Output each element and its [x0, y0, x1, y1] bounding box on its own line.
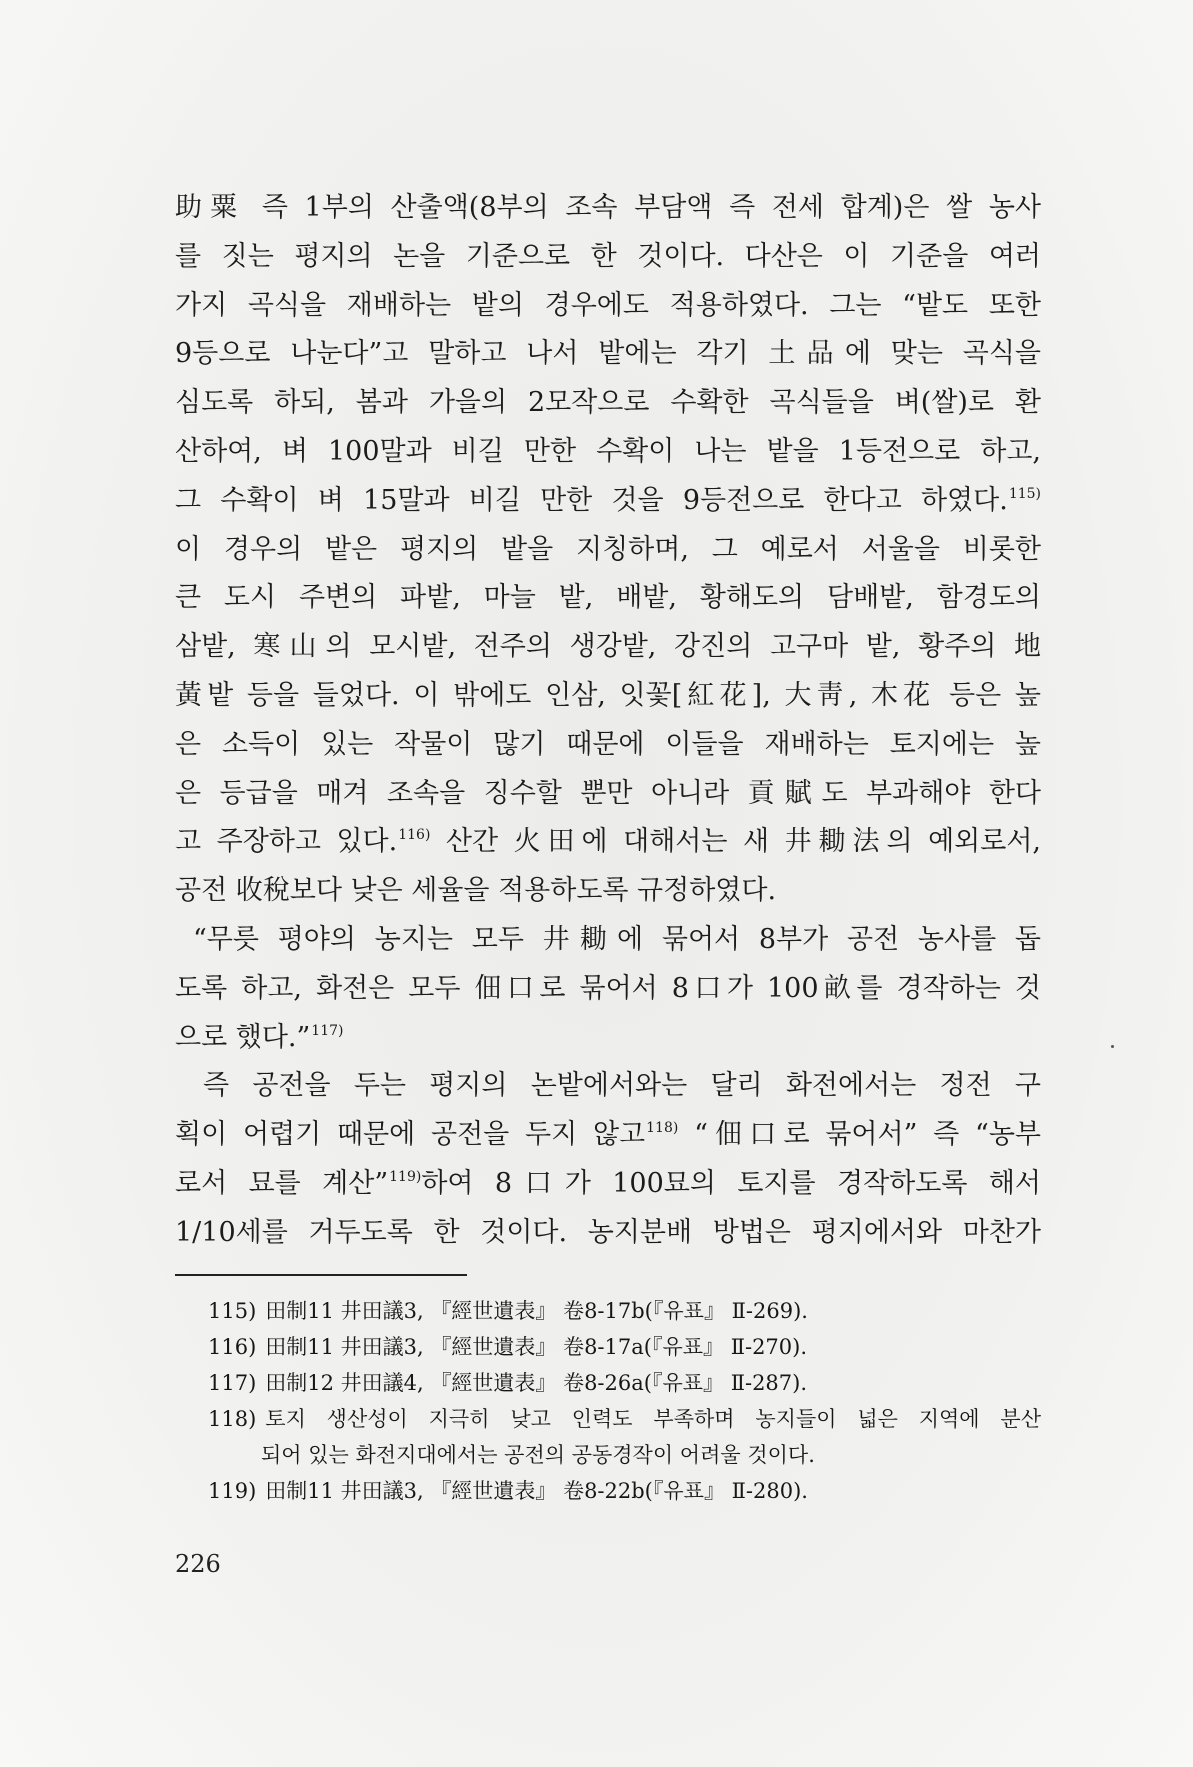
line-text: 고 주장하고 있다. — [175, 826, 398, 858]
footnote-number: 117) — [208, 1371, 257, 1395]
body-line: 도록 하고, 화전은 모두 佃口로 묶어서 8口가 100畝를 경작하는 것 — [175, 972, 1041, 1004]
footnote-ref: 115) — [1008, 485, 1041, 502]
footnote-ref: 119) — [389, 1168, 422, 1185]
body-line: 은 소득이 있는 작물이 많기 때문에 이들을 재배하는 토지에는 높 — [175, 728, 1041, 760]
body-line: 산하여, 벼 100말과 비길 만한 수확이 나는 밭을 1등전으로 하고, — [175, 435, 1041, 467]
body-line: “무릇 평야의 농지는 모두 井耡에 묶어서 8부가 공전 농사를 돕 — [193, 923, 1041, 955]
body-line: 은 등급을 매겨 조속을 징수할 뿐만 아니라 貢賦도 부과해야 한다 — [175, 777, 1041, 809]
quotation-paragraph — [175, 916, 1041, 1062]
line-text: 으로 했다.” — [175, 1021, 311, 1053]
body-line: 즉 공전을 두는 평지의 논밭에서와는 달리 화전에서는 정전 구 — [203, 1070, 1041, 1102]
footnote-number: 116) — [208, 1335, 257, 1359]
footnote-number: 119) — [208, 1479, 257, 1503]
body-line — [175, 1160, 1041, 1209]
body-line: 이 경우의 밭은 평지의 밭을 지칭하며, 그 예로서 서울을 비롯한 — [175, 533, 1041, 565]
footnote-text: 田制11 井田議3, 『經世遺表』 卷8-22b(『유표』 Ⅱ-280). — [265, 1479, 808, 1503]
line-text-after: 하여 8口가 100묘의 토지를 경작하도록 해서 — [421, 1167, 1041, 1199]
paragraph — [175, 1062, 1041, 1257]
body-line: 1/10세를 거두도록 한 것이다. 농지분배 방법은 평지에서와 마찬가 — [175, 1216, 1041, 1248]
footnote-ref: 116) — [398, 827, 431, 844]
footnote-text: 田制12 井田議4, 『經世遺表』 卷8-26a(『유표』 Ⅱ-287). — [265, 1371, 808, 1395]
footnotes — [208, 1293, 1041, 1509]
footnote-continuation: 되어 있는 화전지대에서는 공전의 공동경작이 어려울 것이다. — [261, 1443, 815, 1467]
body-line: 가지 곡식을 재배하는 밭의 경우에도 적용하였다. 그는 “밭도 또한 — [175, 289, 1041, 321]
body-line — [175, 818, 1041, 867]
line-text-after: “佃口로 묶어서” 즉 “농부 — [678, 1119, 1041, 1151]
footnote-number: 118) — [208, 1407, 257, 1431]
body-line: 를 짓는 평지의 논을 기준으로 한 것이다. 다산은 이 기준을 여러 — [175, 240, 1041, 272]
body-line: 큰 도시 주변의 파밭, 마늘 밭, 배밭, 황해도의 담배밭, 함경도의 — [175, 582, 1041, 614]
body-line: 黃밭 등을 들었다. 이 밖에도 인삼, 잇꽃[紅花], 大靑, 木花 등은 높 — [175, 679, 1041, 711]
page-number: 226 — [175, 1550, 221, 1578]
footnote-text: 田制11 井田議3, 『經世遺表』 卷8-17a(『유표』 Ⅱ-270). — [265, 1335, 808, 1359]
footnote-ref: 118) — [646, 1120, 679, 1137]
footnote — [208, 1401, 1041, 1437]
body-line: 심도록 하되, 봄과 가을의 2모작으로 수확한 곡식들을 벼(쌀)로 환 — [175, 387, 1041, 419]
body-line: 삼밭, 寒山의 모시밭, 전주의 생강밭, 강진의 고구마 밭, 황주의 地 — [175, 631, 1041, 663]
footnote-rule — [175, 1274, 467, 1276]
line-text: 로서 묘를 계산” — [175, 1167, 389, 1199]
body-line: 助粟 즉 1부의 산출액(8부의 조속 부담액 즉 전세 합계)은 쌀 농사 — [175, 192, 1041, 223]
body-line — [175, 1111, 1041, 1160]
paragraph — [175, 184, 1041, 916]
footnote-ref: 117) — [311, 1022, 344, 1039]
scan-speck — [1111, 1045, 1114, 1048]
footnote-text: 토지 생산성이 지극히 낮고 인력도 부족하며 농지들이 넓은 지역에 분산 — [265, 1407, 1041, 1431]
footnote — [208, 1365, 1041, 1401]
body-line: 공전 收稅보다 낮은 세율을 적용하도록 규정하였다. — [175, 875, 777, 907]
footnote — [208, 1473, 1041, 1509]
line-text: 그 수확이 벼 15말과 비길 만한 것을 9등전으로 한다고 하였다. — [175, 484, 1008, 516]
body-text — [175, 184, 1041, 1258]
line-text: 획이 어렵기 때문에 공전을 두지 않고 — [175, 1119, 646, 1151]
footnote — [208, 1329, 1041, 1365]
body-line: 9등으로 나눈다”고 말하고 나서 밭에는 각기 土品에 맞는 곡식을 — [175, 338, 1041, 370]
footnote — [208, 1293, 1041, 1329]
body-line — [175, 477, 1041, 526]
footnote-number: 115) — [208, 1299, 257, 1323]
footnote-text: 田制11 井田議3, 『經世遺表』 卷8-17b(『유표』 Ⅱ-269). — [265, 1299, 808, 1323]
body-line — [175, 1014, 1041, 1063]
line-text-after: 산간 火田에 대해서는 새 井耡法의 예외로서, — [430, 826, 1041, 858]
